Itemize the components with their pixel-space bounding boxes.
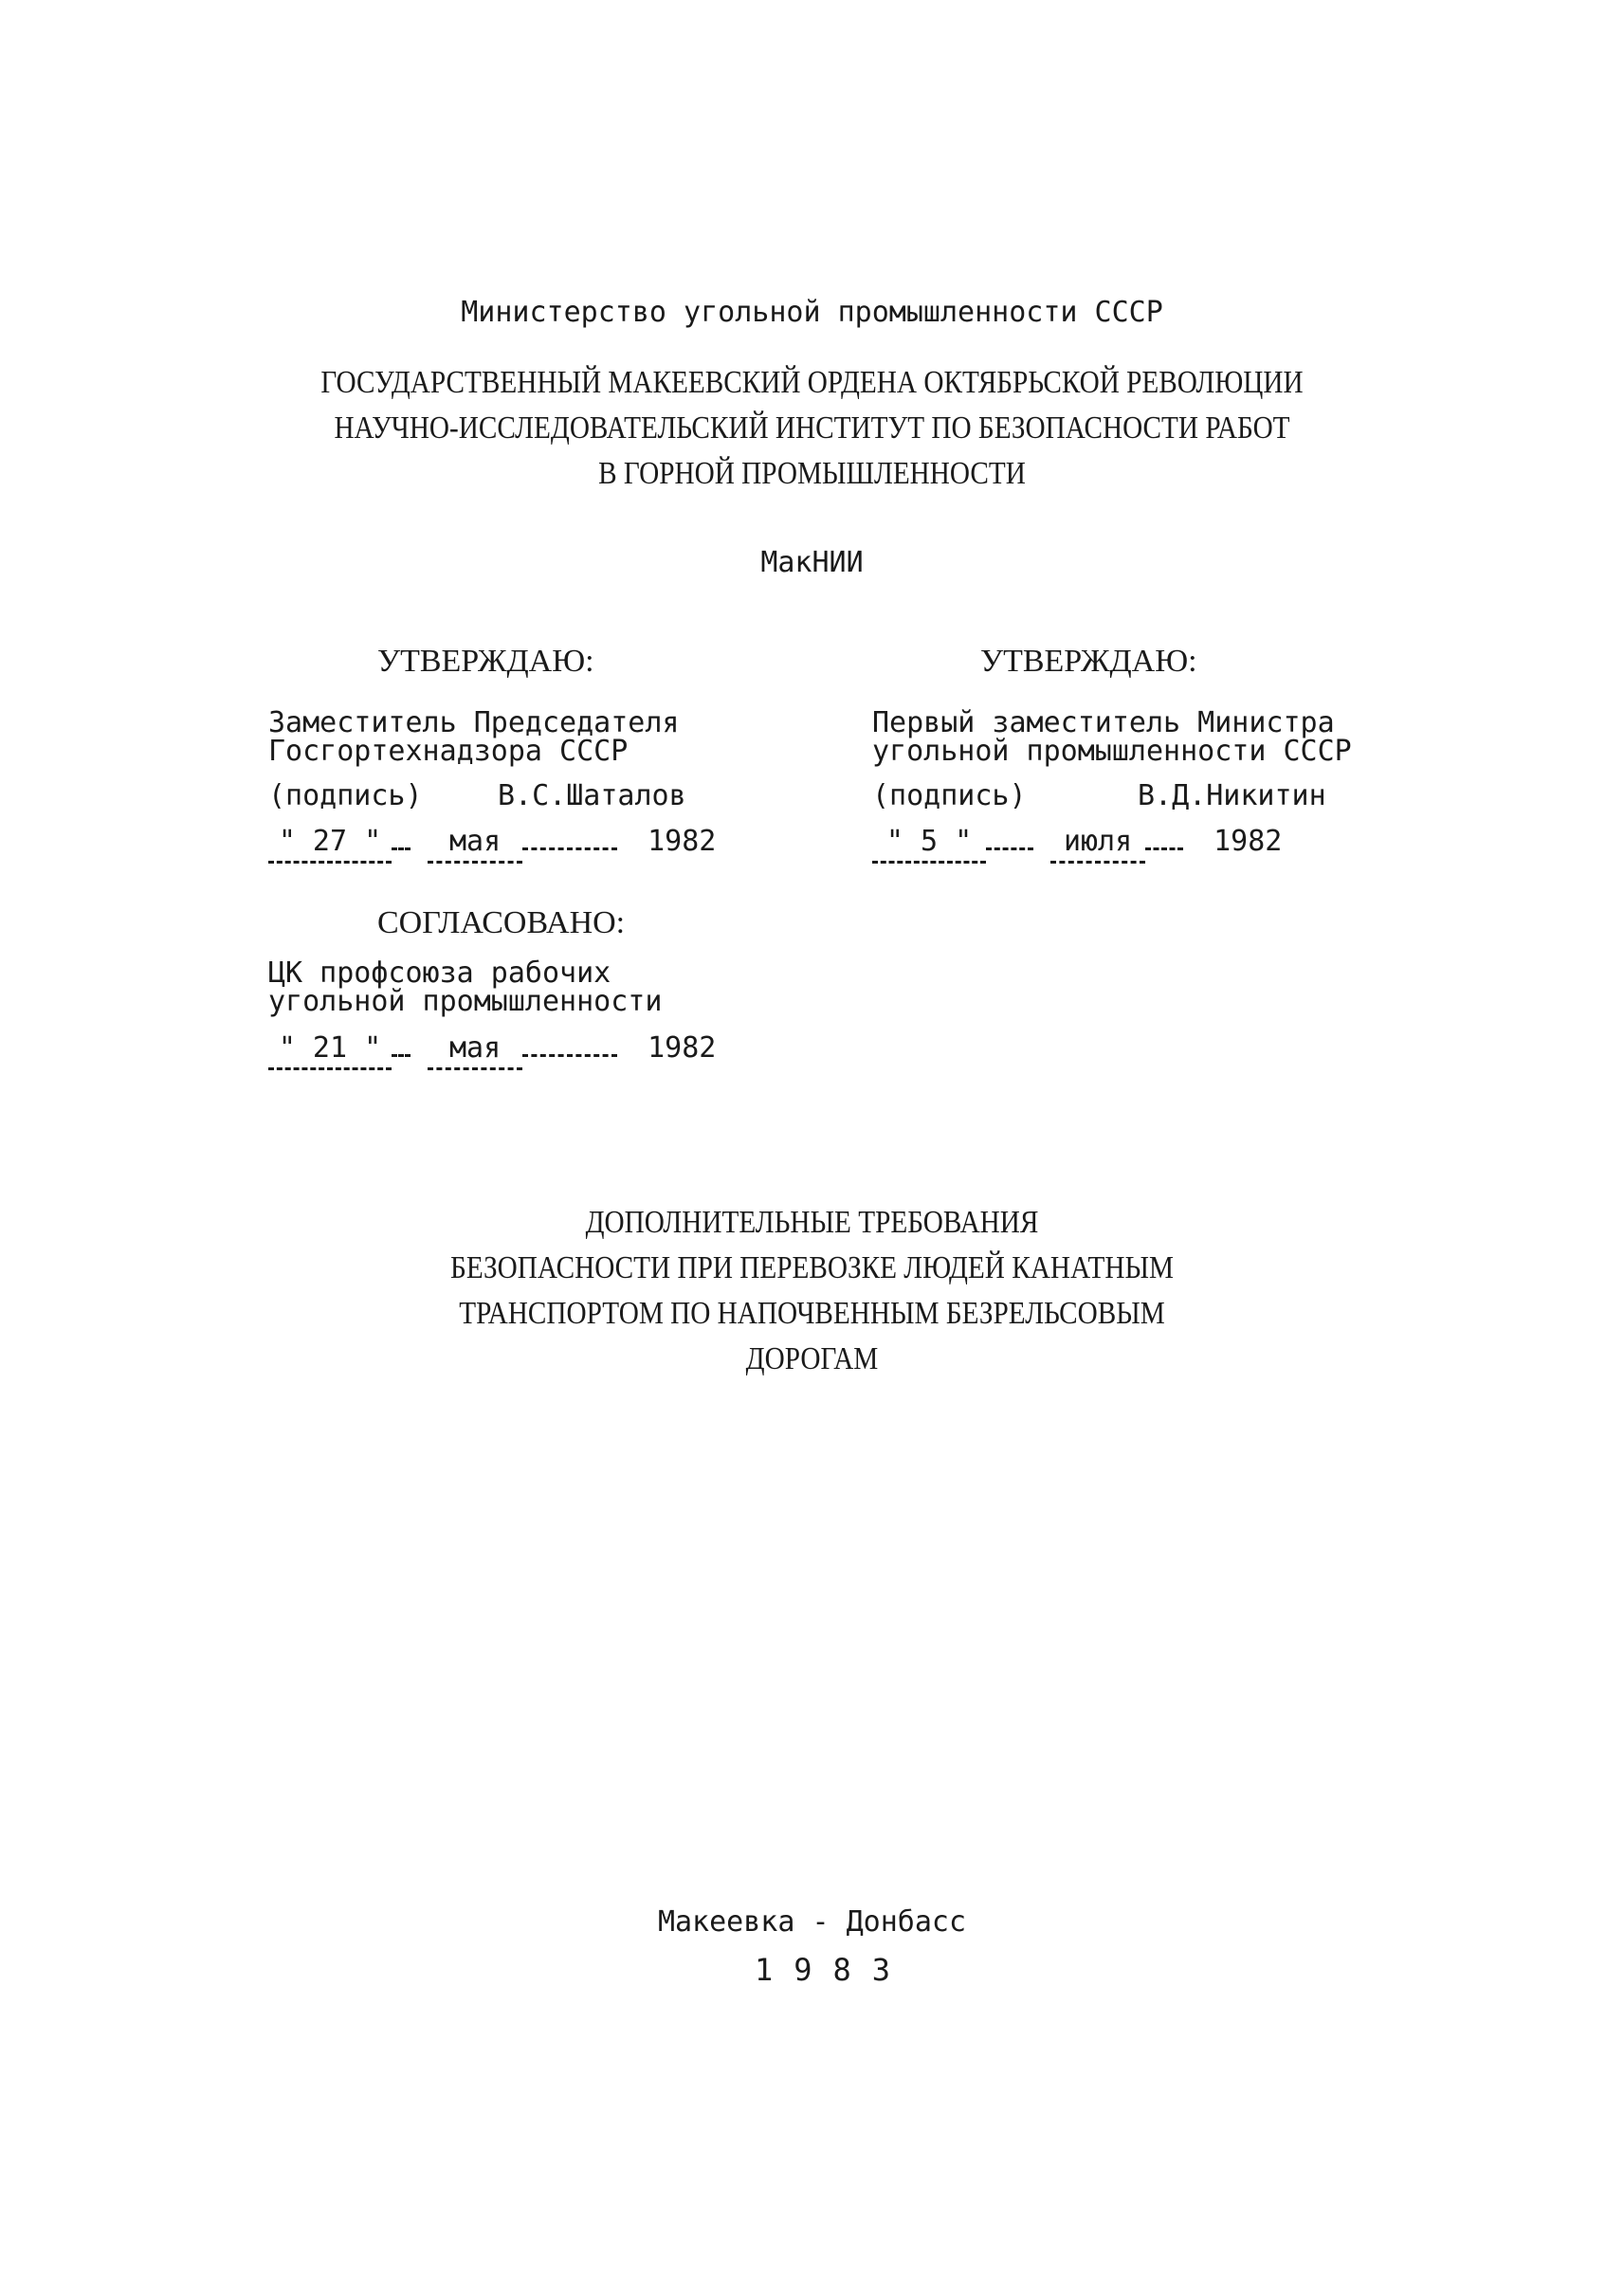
agreed-date-year: 1982: [648, 1031, 717, 1065]
agreed-date-month: мая: [428, 1031, 522, 1070]
publication-year: 1983: [754, 1952, 912, 1988]
document-title-line-2: БЕЗОПАСНОСТИ ПРИ ПЕРЕВОЗКЕ ЛЮДЕЙ КАНАТНЫМ: [450, 1250, 1174, 1285]
right-approval-date: [872, 821, 1282, 864]
agreed-organization-line-1: ЦК профсоюза рабочих: [268, 956, 611, 990]
left-approver-position-line-2: Госгортехнадзора СССР: [268, 735, 629, 768]
left-approval-heading: УТВЕРЖДАЮ:: [377, 644, 594, 679]
left-date-month: мая: [428, 825, 522, 864]
left-approver-name: В.С.Шаталов: [498, 779, 686, 812]
document-title-line-3: ТРАНСПОРТОМ ПО НАПОЧВЕННЫМ БЕЗРЕЛЬСОВЫМ: [459, 1296, 1165, 1331]
right-approver-position-line-2: угольной промышленности СССР: [872, 735, 1352, 768]
right-approval-heading: УТВЕРЖДАЮ:: [980, 644, 1197, 679]
right-approver-position-line-1: Первый заместитель Министра: [872, 706, 1335, 739]
left-date-day: " 27 ": [268, 825, 392, 864]
agreed-heading: СОГЛАСОВАНО:: [377, 905, 626, 940]
institute-name-line-3: В ГОРНОЙ ПРОМЫШЛЕННОСТИ: [598, 456, 1026, 491]
right-date-year: 1982: [1213, 825, 1283, 858]
left-date-year: 1982: [648, 825, 717, 858]
document-title-line-1: ДОПОЛНИТЕЛЬНЫЕ ТРЕБОВАНИЯ: [585, 1205, 1039, 1240]
institute-abbreviation: МакНИИ: [760, 546, 864, 579]
ministry-name: Министерство угольной промышленности СССР: [461, 296, 1163, 329]
left-signature-label: (подпись): [268, 779, 423, 812]
agreed-date-day: " 21 ": [268, 1031, 392, 1070]
institute-name-line-2: НАУЧНО-ИССЛЕДОВАТЕЛЬСКИЙ ИНСТИТУТ ПО БЕЗОПАСНОСТИ РАБОТ: [334, 410, 1290, 446]
agreed-date: [268, 1028, 716, 1070]
document-title-line-4: ДОРОГАМ: [745, 1341, 879, 1376]
agreed-organization-line-2: угольной промышленности: [268, 985, 663, 1018]
right-date-day: " 5 ": [872, 825, 986, 864]
publication-place: Макеевка - Донбасс: [657, 1905, 967, 1939]
institute-name-line-1: ГОСУДАРСТВЕННЫЙ МАКЕЕВСКИЙ ОРДЕНА ОКТЯБРЬСКОЙ РЕВОЛЮЦИИ: [320, 365, 1304, 400]
right-approver-name: В.Д.Никитин: [1138, 779, 1326, 812]
left-approval-date: [268, 821, 716, 864]
right-date-month: июля: [1050, 825, 1145, 864]
left-approver-position-line-1: Заместитель Председателя: [268, 706, 680, 739]
right-signature-label: (подпись): [872, 779, 1027, 812]
